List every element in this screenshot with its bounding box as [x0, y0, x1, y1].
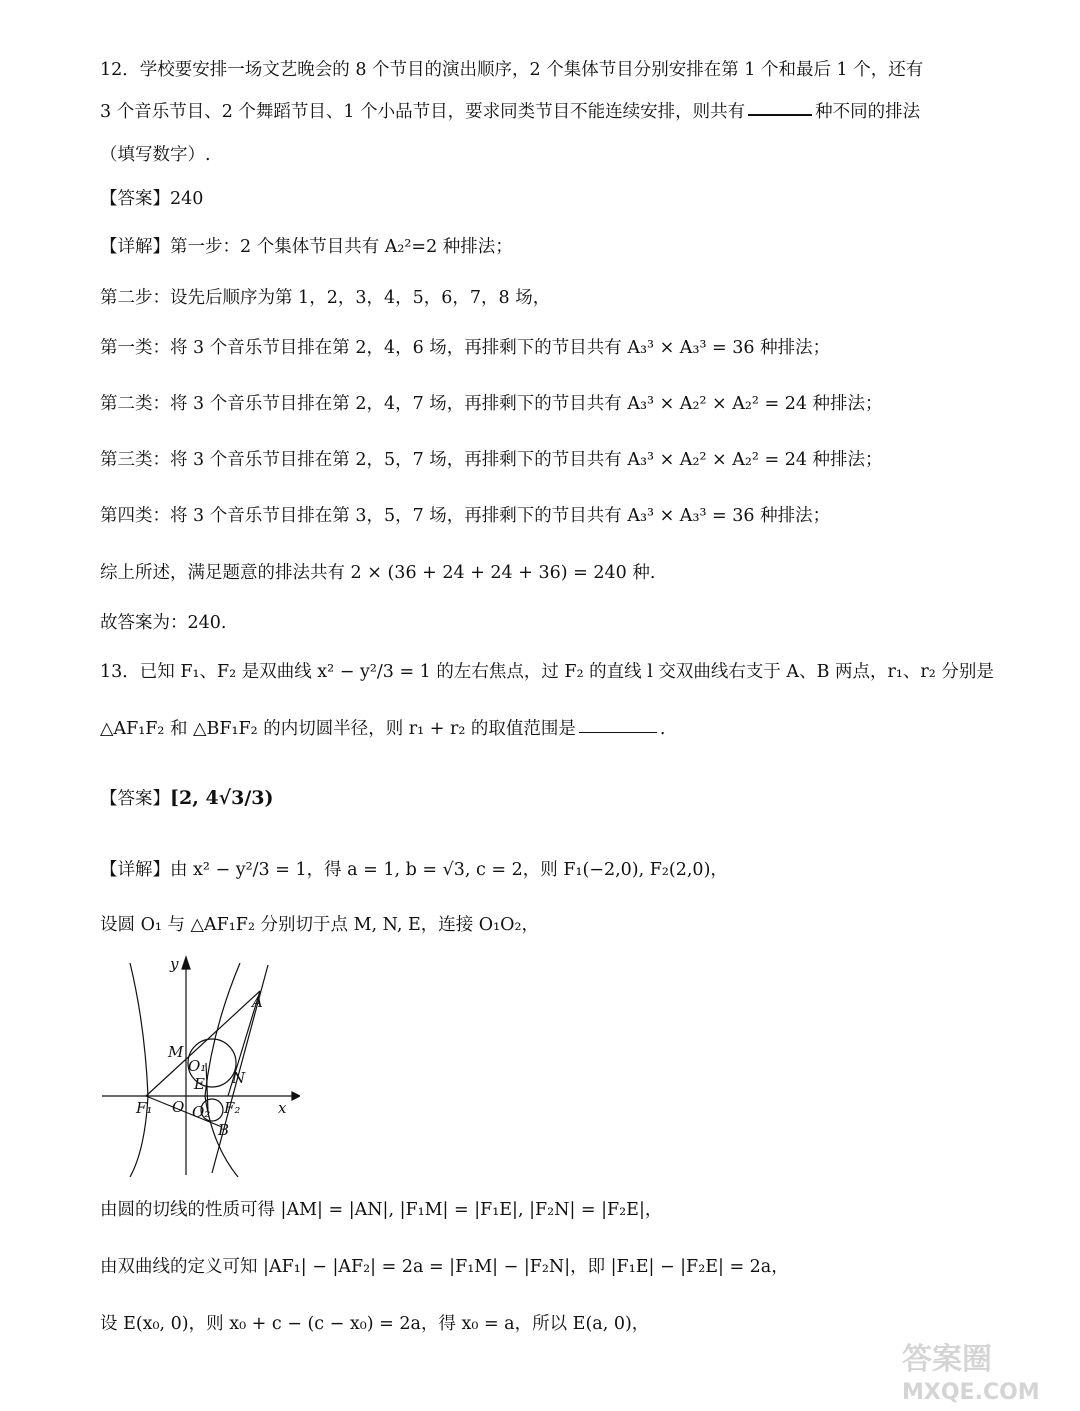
q13-detail-1: 【详解】由 x² − y²/3 = 1，得 a = 1, b = √3, c = 2，则 F₁(−2,0), F₂(2,0)， — [100, 860, 728, 880]
q12-line-2-text: 3 个音乐节目、2 个舞蹈节目、1 个小品节目，要求同类节目不能连续安排，则共有 — [100, 102, 746, 122]
hyperbola-left-branch — [130, 963, 148, 1177]
q12-case-3: 第三类：将 3 个音乐节目排在第 2，5，7 场，再排剩下的节目共有 A₃³ × A₂² × A₂² = 24 种排法； — [100, 450, 883, 470]
label-x: x — [278, 1099, 287, 1117]
q12-line-2-tail: 种不同的排法 — [815, 102, 921, 122]
q13-detail-4: 由双曲线的定义可知 |AF₁| − |AF₂| = 2a = |F₁M| − |F₂N|，即 |F₁E| − |F₂E| = 2a， — [100, 1257, 789, 1277]
label-y: y — [170, 955, 179, 973]
q13-detail-2: 设圆 O₁ 与 △AF₁F₂ 分别切于点 M, N, E，连接 O₁O₂， — [100, 915, 540, 935]
label-O2: O₂ — [192, 1103, 211, 1121]
q12-case-2: 第二类：将 3 个音乐节目排在第 2，4，7 场，再排剩下的节目共有 A₃³ × A₂² × A₂² = 24 种排法； — [100, 394, 883, 414]
x-axis-arrow — [292, 1092, 300, 1100]
q12-line-2 — [100, 100, 920, 124]
label-M: M — [168, 1043, 184, 1061]
q12-case-4: 第四类：将 3 个音乐节目排在第 3，5，7 场，再排剩下的节目共有 A₃³ × A₃³ = 36 种排法； — [100, 506, 831, 526]
label-N: N — [232, 1069, 246, 1087]
answer-label: 【答案】 — [100, 789, 170, 809]
watermark-logo-text: 答案圈 — [902, 1342, 992, 1377]
q13-detail-5: 设 E(x₀, 0)，则 x₀ + c − (c − x₀) = 2a，得 x₀ = a，所以 E(a, 0)， — [100, 1314, 650, 1334]
watermark-logo — [892, 1335, 1062, 1405]
label-B: B — [218, 1121, 230, 1139]
q13-line-2-tail: . — [659, 719, 666, 739]
q13-line-1: 13．已知 F₁、F₂ 是双曲线 x² − y²/3 = 1 的左右焦点，过 F₂ 的直线 l 交双曲线右支于 A、B 两点，r₁、r₂ 分别是 — [100, 662, 994, 682]
q13-line-2 — [100, 717, 666, 741]
label-E: E — [194, 1075, 205, 1093]
label-A: A — [252, 993, 263, 1011]
q12-line-1: 12．学校要安排一场文艺晚会的 8 个节目的演出顺序，2 个集体节目分别安排在第 1 个和最后 1 个，还有 — [100, 60, 924, 80]
answer-value: [2, 4√3/3) — [170, 787, 274, 809]
q13-answer — [100, 786, 274, 811]
q12-case-1: 第一类：将 3 个音乐节目排在第 2，4，6 场，再排剩下的节目共有 A₃³ × A₃³ = 36 种排法； — [100, 338, 831, 358]
hyperbola-figure — [100, 955, 300, 1177]
answer-blank — [579, 732, 657, 733]
label-O1: O₁ — [188, 1057, 207, 1075]
label-F1: F₁ — [136, 1099, 153, 1117]
y-axis-arrow — [182, 957, 190, 969]
answer-blank — [748, 114, 812, 116]
q13-detail-3: 由圆的切线的性质可得 |AM| = |AN|, |F₁M| = |F₁E|, |F₂N| = |F₂E|， — [100, 1200, 663, 1220]
watermark-site: MXQE.COM — [902, 1380, 1040, 1405]
q12-detail-step2: 第二步：设先后顺序为第 1，2，3，4，5，6，7，8 场， — [100, 288, 551, 308]
q13-line-2-text: △AF₁F₂ 和 △BF₁F₂ 的内切圆半径，则 r₁ + r₂ 的取值范围是 — [100, 719, 576, 739]
q12-line-3: （填写数字）. — [100, 145, 211, 165]
q12-summary: 综上所述，满足题意的排法共有 2 × (36 + 24 + 24 + 36) = 240 种. — [100, 563, 656, 583]
q12-answer: 【答案】240 — [100, 189, 204, 209]
q12-detail-step1: 【详解】第一步：2 个集体节目共有 A₂²=2 种排法； — [100, 237, 513, 257]
q12-final: 故答案为：240. — [100, 613, 227, 633]
label-O: O — [172, 1098, 185, 1116]
label-F2: F₂ — [224, 1099, 241, 1117]
